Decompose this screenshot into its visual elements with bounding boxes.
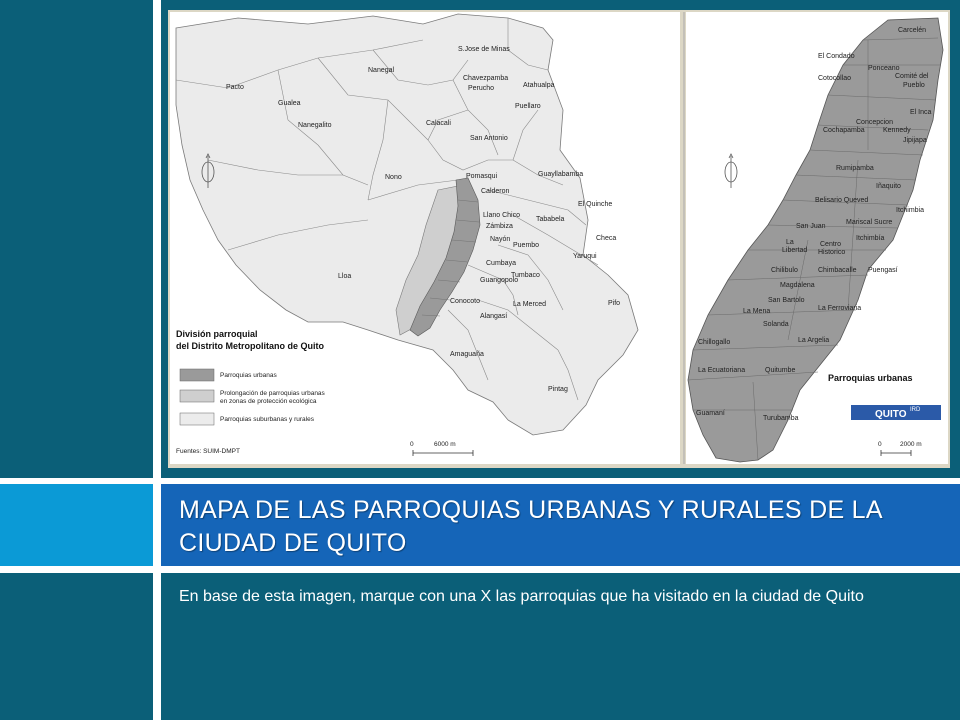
slide-title: MAPA DE LAS PARROQUIAS URBANAS Y RURALES DE LA CIUDAD DE QUITO <box>179 496 882 557</box>
svg-text:IRD: IRD <box>910 407 921 413</box>
svg-text:Iñaquito: Iñaquito <box>876 183 901 190</box>
svg-text:Comité del: Comité del <box>895 73 929 80</box>
svg-text:Guangopolo: Guangopolo <box>480 277 519 284</box>
svg-text:0: 0 <box>410 441 414 448</box>
svg-text:Puembo: Puembo <box>513 242 540 249</box>
svg-text:Amaguaña: Amaguaña <box>450 351 484 358</box>
svg-text:Jipijapa: Jipijapa <box>903 137 927 144</box>
svg-text:Llano Chico: Llano Chico <box>483 212 520 219</box>
svg-text:Perucho: Perucho <box>468 85 495 92</box>
svg-text:Concepcion: Concepcion <box>856 119 893 126</box>
accent-block <box>0 484 153 566</box>
svg-text:2000 m: 2000 m <box>900 441 922 448</box>
svg-text:Pacto: Pacto <box>226 84 244 91</box>
svg-text:Pomasqui: Pomasqui <box>466 173 498 180</box>
svg-text:Libertad: Libertad <box>782 247 808 254</box>
svg-text:Itchimbía: Itchimbía <box>856 235 885 242</box>
svg-text:Historico: Historico <box>818 249 846 256</box>
svg-text:Puengasí: Puengasí <box>868 267 898 274</box>
svg-text:Parroquias urbanas: Parroquias urbanas <box>828 373 913 383</box>
svg-text:0: 0 <box>878 441 882 448</box>
svg-text:Belisario Queved: Belisario Queved <box>815 197 869 204</box>
svg-text:Quitumbe: Quitumbe <box>765 367 796 374</box>
svg-text:Checa: Checa <box>596 235 617 242</box>
right-map-panel <box>684 12 948 464</box>
svg-text:Rumipamba: Rumipamba <box>836 165 874 172</box>
svg-text:San Bartolo: San Bartolo <box>768 297 805 304</box>
svg-text:en zonas de protección ecológi: en zonas de protección ecológica <box>220 398 317 405</box>
svg-text:Chilibulo: Chilibulo <box>771 267 798 274</box>
svg-text:Conocoto: Conocoto <box>450 298 480 305</box>
slide-body-text: En base de esta imagen, marque con una X las parroquias que ha visitado en la ciudad de Quito <box>179 588 864 605</box>
svg-text:Chillogallo: Chillogallo <box>698 339 731 346</box>
title-bar <box>161 484 960 566</box>
svg-text:Zámbiza: Zámbiza <box>486 223 513 230</box>
svg-text:Calderon: Calderon <box>481 188 510 195</box>
svg-text:Gualea: Gualea <box>278 100 301 107</box>
svg-text:Nanegal: Nanegal <box>368 67 395 74</box>
svg-text:Tumbaco: Tumbaco <box>511 272 540 279</box>
horizontal-divider-bottom <box>0 566 960 573</box>
svg-text:Lloa: Lloa <box>338 273 352 280</box>
svg-text:Pueblo: Pueblo <box>903 82 925 89</box>
svg-text:Carcelén: Carcelén <box>898 27 927 34</box>
svg-text:Cumbaya: Cumbaya <box>486 260 516 267</box>
svg-text:6000 m: 6000 m <box>434 441 456 448</box>
svg-text:Chavezpamba: Chavezpamba <box>463 75 509 82</box>
svg-text:Solanda: Solanda <box>763 321 789 328</box>
svg-text:Nayón: Nayón <box>490 236 511 243</box>
svg-text:La Ferroviaria: La Ferroviaria <box>818 305 862 312</box>
svg-text:Cochapamba: Cochapamba <box>823 127 865 134</box>
svg-text:Parroquias urbanas: Parroquias urbanas <box>220 372 277 379</box>
svg-text:San Antonio: San Antonio <box>470 135 508 142</box>
svg-text:Nono: Nono <box>385 174 402 181</box>
svg-text:Yaruqui: Yaruqui <box>573 253 597 260</box>
svg-text:Atahualpa: Atahualpa <box>523 82 555 89</box>
svg-text:Pifo: Pifo <box>608 300 621 307</box>
svg-text:La Mena: La Mena <box>743 308 771 315</box>
svg-text:Prolongación de parroquias urb: Prolongación de parroquias urbanas <box>220 390 325 397</box>
svg-text:del Distrito Metropolitano de: del Distrito Metropolitano de Quito <box>176 341 324 351</box>
vertical-divider <box>153 0 161 720</box>
svg-text:Alangasí: Alangasí <box>480 313 508 320</box>
svg-text:Guayllabamba: Guayllabamba <box>538 171 584 178</box>
svg-text:San Juan: San Juan <box>796 223 826 230</box>
svg-text:S.Jose de Minas: S.Jose de Minas <box>458 46 510 53</box>
svg-text:Cotocollao: Cotocollao <box>818 75 852 82</box>
svg-text:Pintag: Pintag <box>548 386 568 393</box>
svg-text:Guamaní: Guamaní <box>696 410 725 417</box>
svg-text:La: La <box>786 239 794 246</box>
svg-text:División parroquial: División parroquial <box>176 329 258 339</box>
svg-text:El Inca: El Inca <box>910 109 932 116</box>
svg-text:Puellaro: Puellaro <box>515 103 541 110</box>
svg-text:Nanegalito: Nanegalito <box>298 122 332 129</box>
svg-text:Turubamba: Turubamba <box>763 415 799 422</box>
svg-text:El Condado: El Condado <box>818 53 855 60</box>
svg-text:Parroquias suburbanas y rurale: Parroquias suburbanas y rurales <box>220 416 314 423</box>
svg-text:La Merced: La Merced <box>513 301 547 308</box>
svg-text:Centro: Centro <box>820 241 842 248</box>
svg-text:Mariscal Sucre: Mariscal Sucre <box>846 219 893 226</box>
svg-text:La Ecuatoriana: La Ecuatoriana <box>698 367 746 374</box>
svg-text:La Argelia: La Argelia <box>798 337 830 344</box>
svg-text:QUITO: QUITO <box>875 409 907 420</box>
svg-text:Magdalena: Magdalena <box>780 282 815 289</box>
svg-text:Ponceano: Ponceano <box>868 65 900 72</box>
svg-text:Calacali: Calacali <box>426 120 451 127</box>
svg-text:Fuentes: SUIM-DMPT: Fuentes: SUIM-DMPT <box>176 448 240 455</box>
left-map-panel <box>170 12 680 464</box>
svg-text:Chimbacalle: Chimbacalle <box>818 267 857 274</box>
svg-text:Itchimbia: Itchimbia <box>896 207 925 214</box>
svg-text:El Quinche: El Quinche <box>578 201 613 208</box>
svg-text:Kennedy: Kennedy <box>883 127 911 134</box>
map-image <box>168 10 950 468</box>
svg-text:Tababela: Tababela <box>536 216 565 223</box>
